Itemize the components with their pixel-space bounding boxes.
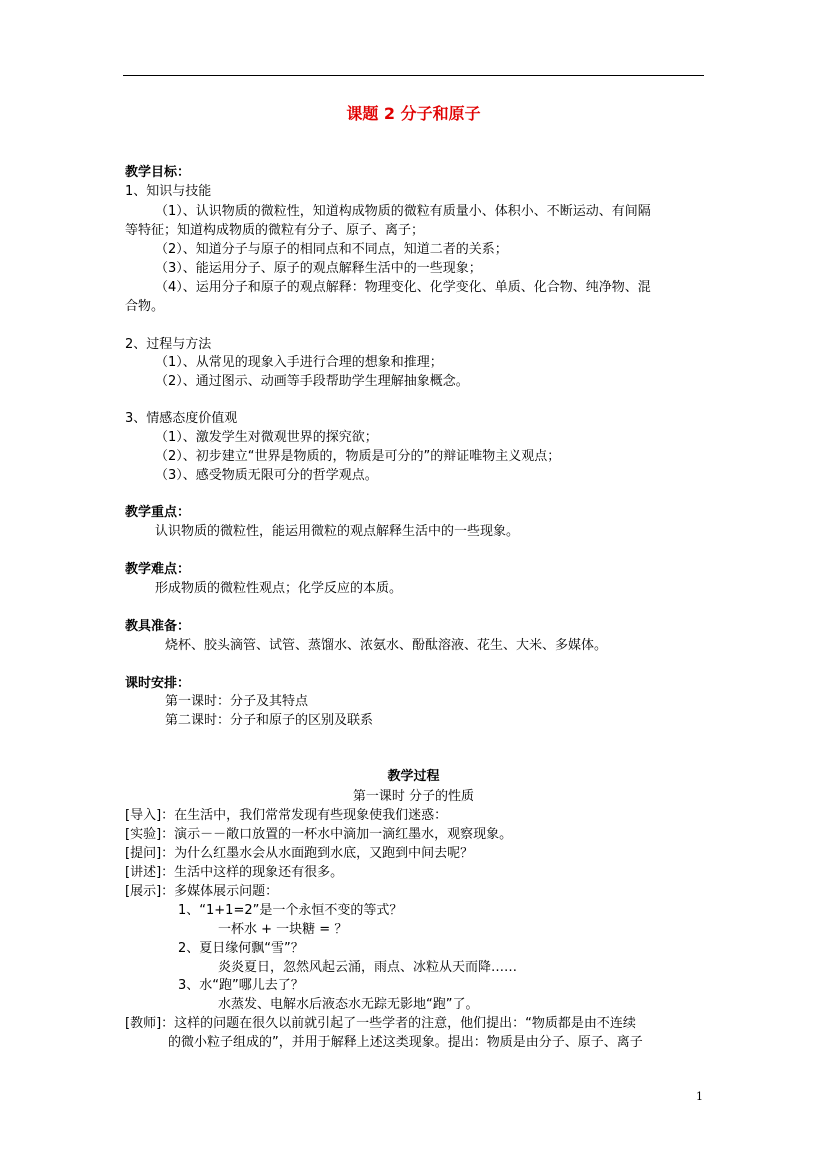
goal-section-3: 3、情感态度价值观: [125, 411, 238, 426]
display-question-1-detail: 一杯水 + 一块糖 = ？: [218, 922, 348, 937]
process-intro: [导入]：在生活中，我们常常发现有些现象使我们迷惑：: [125, 808, 448, 823]
difficulty-heading: 教学难点：: [125, 562, 191, 577]
process-display: [展示]：多媒体展示问题：: [125, 884, 279, 899]
process-question: [提问]：为什么红墨水会从水面跑到水底，又跑到中间去呢？: [125, 846, 474, 861]
process-heading: 教学过程: [387, 769, 440, 784]
display-question-3-detail: 水蒸发、电解水后液态水无踪无影地“跑”了。: [218, 997, 479, 1012]
teacher-remark-line2: 的微小粒子组成的”，并用于解释上述这类现象。提出：物质是由分子、原子、离子: [168, 1035, 643, 1050]
teacher-remark-line1: [教师]：这样的问题在很久以前就引起了一些学者的注意，他们提出：“物质都是由不连续: [125, 1016, 636, 1031]
display-question-1: 1、“1+1=2”是一个永恒不变的等式？: [178, 903, 403, 918]
goal-1-2: （2）、知道分子与原子的相同点和不同点，知道二者的关系；: [155, 242, 508, 257]
goal-3-2: （2）、初步建立“世界是物质的，物质是可分的”的辩证唯物主义观点；: [155, 449, 561, 464]
process-experiment: [实验]：演示－－敞口放置的一杯水中滴加一滴红墨水，观察现象。: [125, 827, 513, 842]
goal-2-1: （1）、从常见的现象入手进行合理的想象和推理；: [155, 355, 443, 370]
goal-1-4-line1: （4）、运用分子和原子的观点解释：物理变化、化学变化、单质、化合物、纯净物、混: [155, 280, 651, 295]
goal-3-3: （3）、感受物质无限可分的哲学观点。: [155, 468, 378, 483]
goal-1-1-line2: 等特征；知道构成物质的微粒有分子、原子、离子；: [125, 223, 425, 238]
key-points-heading: 教学重点：: [125, 505, 191, 520]
tools-heading: 教具准备：: [125, 619, 191, 634]
schedule-lesson-2: 第二课时：分子和原子的区别及联系: [165, 713, 374, 728]
goal-1-4-line2: 合物。: [125, 299, 165, 314]
process-subheading: 第一课时 分子的性质: [352, 789, 475, 804]
goal-2-2: （2）、通过图示、动画等手段帮助学生理解抽象概念。: [155, 374, 469, 389]
goal-section-2: 2、过程与方法: [125, 337, 212, 352]
display-question-3: 3、水“跑”哪儿去了？: [178, 978, 304, 993]
document-title: 课题 2 分子和原子: [346, 104, 481, 123]
goal-section-1: 1、知识与技能: [125, 184, 212, 199]
tools-text: 烧杯、胶头滴管、试管、蒸馏水、浓氨水、酚酞溶液、花生、大米、多媒体。: [165, 638, 608, 653]
schedule-lesson-1: 第一课时：分子及其特点: [165, 694, 309, 709]
key-points-text: 认识物质的微粒性，能运用微粒的观点解释生活中的一些现象。: [155, 524, 520, 539]
display-question-2: 2、夏日缘何飘“雪”？: [178, 941, 304, 956]
goals-heading: 教学目标：: [125, 165, 191, 180]
schedule-heading: 课时安排：: [125, 676, 191, 691]
process-narration: [讲述]：生活中这样的现象还有很多。: [125, 865, 344, 880]
goal-3-1: （1）、激发学生对微观世界的探究欲；: [155, 430, 378, 445]
display-question-2-detail: 炎炎夏日，忽然风起云涌，雨点、冰粒从天而降……: [218, 960, 518, 975]
header-rule: [123, 75, 704, 76]
difficulty-text: 形成物质的微粒性观点；化学反应的本质。: [155, 581, 403, 596]
page-number: 1: [696, 1090, 703, 1103]
goal-1-3: （3）、能运用分子、原子的观点解释生活中的一些现象；: [155, 261, 482, 276]
goal-1-1-line1: （1）、认识物质的微粒性，知道构成物质的微粒有质量小、体积小、不断运动、有间隔: [155, 204, 651, 219]
